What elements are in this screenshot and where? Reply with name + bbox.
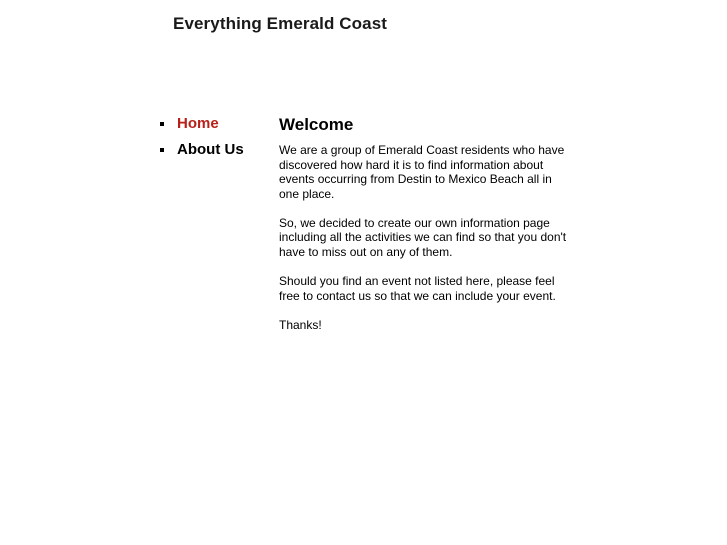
intro-paragraph: We are a group of Emerald Coast residents who have discovered how hard it is to find information about events occurring from Destin to Mexico Beach all in one place. [279,143,565,201]
nav-link-home[interactable]: Home [177,115,219,132]
bullet-icon [160,122,164,126]
nav-link-about-us[interactable]: About Us [177,141,244,158]
site-title: Everything Emerald Coast [173,14,388,33]
page-heading: Welcome [279,115,354,134]
main-content [279,114,571,347]
contact-paragraph: Should you find an event not listed here, please feel free to contact us so that we can include your event. [279,274,556,303]
mission-paragraph: So, we decided to create our own information page including all the activities we can find so that you don't have to miss out on any of them. [279,215,567,260]
thanks-paragraph: Thanks! [279,317,322,332]
main-nav [158,114,244,166]
bullet-icon [160,148,164,152]
nav-item-home[interactable] [158,114,244,140]
nav-item-about-us[interactable] [158,140,244,166]
